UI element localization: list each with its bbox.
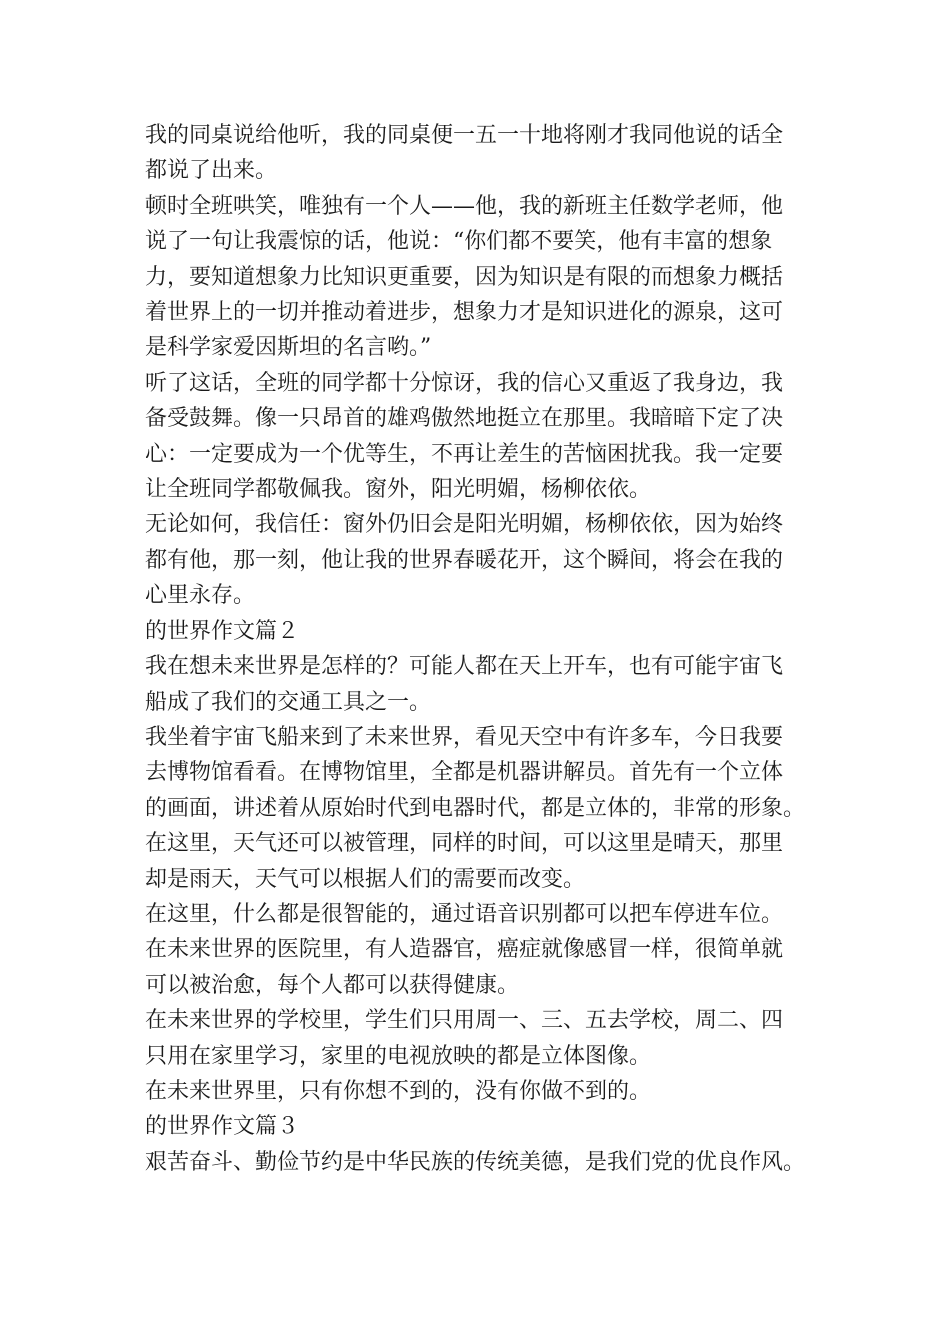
- paragraph-4: 无论如何，我信任：窗外仍旧会是阳光明媚，杨柳依依，因为始终 都有他，那一刻，他让我的世界春暖花开，这个瞬间，将会在我的 心里永存。: [145, 512, 784, 609]
- paragraph-11: 在未来世界里，只有你想不到的，没有你做不到的。: [145, 1078, 652, 1104]
- document-body: [145, 118, 835, 1180]
- paragraph-10: 在未来世界的学校里，学生们只用周一、三、五去学校，周二、四 只用在家里学习，家里的电视放映的都是立体图像。: [145, 1008, 784, 1069]
- paragraph-9: 在未来世界的医院里，有人造器官，癌症就像感冒一样，很简单就 可以被治愈，每个人都可以获得健康。: [145, 937, 784, 998]
- paragraph-1: 我的同桌说给他听，我的同桌便一五一十地将刚才我同他说的话全 都说了出来。: [145, 123, 784, 184]
- paragraph-12: 艰苦奋斗、勤俭节约是中华民族的传统美德，是我们党的优良作风。: [145, 1149, 806, 1175]
- paragraph-6: 我坐着宇宙飞船来到了未来世界，看见天空中有许多车，今日我要 去博物馆看看。在博物馆里，全都是机器讲解员。首先有一个立体 的画面，讲述着从原始时代到电器时代，都是立体的，非常的形象。: [145, 724, 806, 821]
- paragraph-5: 我在想未来世界是怎样的？可能人都在天上开车，也有可能宇宙飞 船成了我们的交通工具之一。: [145, 654, 784, 715]
- paragraph-2: 顿时全班哄笑，唯独有一个人——他，我的新班主任数学老师，他 说了一句让我震惊的话，他说：“你们都不要笑，他有丰富的想象 力，要知道想象力比知识更重要，因为知识是有限的而想象力概括 着世界上的一切并推动着进步，想象力才是知识进化的源泉，这可 是科学家爱因斯坦的名言哟。”: [145, 193, 784, 361]
- paragraph-7: 在这里，天气还可以被管理，同样的时间，可以这里是晴天，那里 却是雨天，天气可以根据人们的需要而改变。: [145, 831, 784, 892]
- section-heading-2: 的世界作文篇２: [145, 618, 300, 644]
- paragraph-3: 听了这话，全班的同学都十分惊讶，我的信心又重返了我身边，我 备受鼓舞。像一只昂首的雄鸡傲然地挺立在那里。我暗暗下定了决 心：一定要成为一个优等生，不再让差生的苦恼困扰我。我一定要 让全班同学都敬佩我。窗外，阳光明媚，杨柳依依。: [145, 370, 784, 503]
- section-heading-3: 的世界作文篇３: [145, 1114, 300, 1140]
- paragraph-8: 在这里，什么都是很智能的，通过语音识别都可以把车停进车位。: [145, 901, 784, 927]
